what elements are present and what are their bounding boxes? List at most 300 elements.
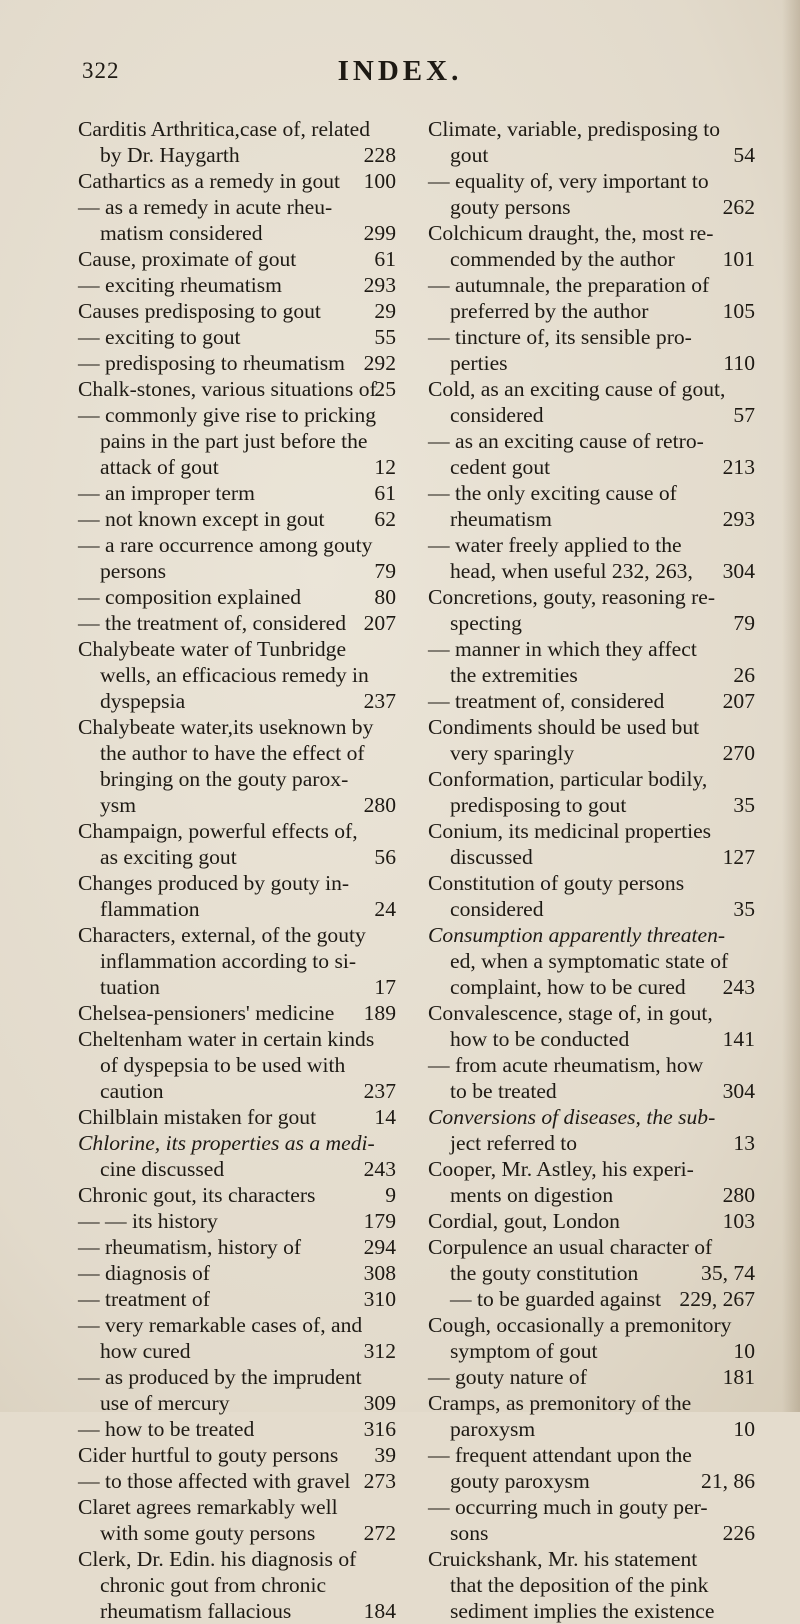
index-entry-text: Chalk-stones, various situations of — [78, 377, 377, 401]
index-entry-page: 179 — [363, 1209, 396, 1233]
index-entry-text: — how to be treated — [78, 1417, 255, 1441]
index-entry-text: sons — [450, 1521, 489, 1545]
index-entry — [428, 896, 755, 922]
index-entry-page: 61 — [374, 481, 396, 505]
index-entry-page: 10 — [733, 1339, 755, 1363]
index-entry-text: Cheltenham water in certain kinds — [78, 1027, 375, 1051]
index-entry — [428, 454, 755, 480]
index-entry-page: 127 — [722, 845, 755, 869]
index-entry — [428, 844, 755, 870]
index-entry — [428, 1416, 755, 1442]
index-entry — [78, 1130, 396, 1156]
index-entry-page: 304 — [722, 1079, 755, 1103]
index-entry — [428, 1052, 755, 1078]
index-entry — [428, 350, 755, 376]
index-entry — [78, 1000, 396, 1026]
index-entry-text: the gouty constitution — [450, 1261, 639, 1285]
index-entry-page: 26 — [733, 663, 755, 687]
index-entry-text: flammation — [100, 897, 200, 921]
index-entry-text: rheumatism — [450, 507, 552, 531]
index-entry-text: inflammation according to si- — [100, 949, 357, 973]
index-entry-text: how cured — [100, 1339, 191, 1363]
index-entry — [78, 1442, 396, 1468]
index-entry — [428, 740, 755, 766]
index-entry — [78, 168, 396, 194]
index-entry — [428, 402, 755, 428]
index-entry-page: 262 — [722, 195, 755, 219]
index-entry-text: Changes produced by gouty in- — [78, 871, 350, 895]
index-entry-text: — a rare occurrence among gouty — [78, 533, 373, 557]
index-entry-text: — occurring much in gouty per- — [428, 1495, 708, 1519]
index-entry-text: Champaign, powerful effects of, — [78, 819, 358, 843]
index-entry-page: 25 — [374, 377, 396, 401]
index-entry — [78, 1364, 396, 1390]
index-entry — [428, 1312, 755, 1338]
index-entry-page: 272 — [363, 1521, 396, 1545]
index-entry — [78, 350, 396, 376]
index-entry-text: the author to have the effect of — [100, 741, 365, 765]
index-entry-text: Chalybeate water,its useknown by — [78, 715, 374, 739]
index-entry — [428, 1364, 755, 1390]
index-entry — [78, 610, 396, 636]
index-entry-text: Corpulence an usual character of — [428, 1235, 713, 1259]
index-entry-text: perties — [450, 351, 508, 375]
index-entry-page: 243 — [722, 975, 755, 999]
index-entry-text: — to those affected with gravel — [78, 1469, 351, 1493]
index-entry-text: Chlorine, its properties as a medi- — [78, 1131, 375, 1155]
index-entry-page: 207 — [722, 689, 755, 713]
index-entry — [78, 194, 396, 220]
index-entry-text: Cough, occasionally a premonitory — [428, 1313, 732, 1337]
index-entry-page: 207 — [363, 611, 396, 635]
index-entry — [428, 376, 755, 402]
index-entry — [78, 740, 396, 766]
index-entry — [428, 532, 755, 558]
right-column — [428, 116, 755, 1624]
index-entry-text: Cold, as an exciting cause of gout, — [428, 377, 726, 401]
index-entry-page: 110 — [723, 351, 755, 375]
index-entry — [428, 428, 755, 454]
index-entry-text: — from acute rheumatism, how — [428, 1053, 704, 1077]
index-entry — [78, 1182, 396, 1208]
index-entry — [428, 1494, 755, 1520]
index-entry — [428, 298, 755, 324]
index-entry-page: 280 — [363, 793, 396, 817]
index-entry — [428, 1286, 755, 1312]
index-entry-page: 316 — [363, 1417, 396, 1441]
index-entry — [78, 272, 396, 298]
index-entry-page: 181 — [722, 1365, 755, 1389]
index-entry-page: 310 — [363, 1287, 396, 1311]
left-column — [78, 116, 396, 1624]
index-entry — [428, 714, 755, 740]
index-entry-text: Chilblain mistaken for gout — [78, 1105, 317, 1129]
index-entry-text: — equality of, very important to — [428, 169, 709, 193]
index-entry-text: caution — [100, 1079, 164, 1103]
index-entry — [78, 818, 396, 844]
index-entry-text: persons — [100, 559, 166, 583]
index-entry-text: very sparingly — [450, 741, 575, 765]
index-entry-page: 229, 267 — [679, 1287, 755, 1311]
index-entry-text: Carditis Arthritica,case of, related — [78, 117, 371, 141]
index-entry — [428, 1546, 755, 1572]
index-entry-text: Conversions of diseases, the sub- — [428, 1105, 716, 1129]
index-entry — [78, 1312, 396, 1338]
index-entry — [78, 1494, 396, 1520]
index-entry-page: 299 — [363, 221, 396, 245]
index-entry — [78, 1546, 396, 1572]
index-entry-text: of dyspepsia to be used with — [100, 1053, 346, 1077]
index-entry — [78, 220, 396, 246]
index-entry-text: — manner in which they affect — [428, 637, 697, 661]
index-entry — [78, 532, 396, 558]
index-entry-text: as exciting gout — [100, 845, 237, 869]
index-entry — [428, 636, 755, 662]
index-entry — [428, 220, 755, 246]
index-entry-text: — treatment of — [78, 1287, 210, 1311]
index-entry-text: Climate, variable, predisposing to — [428, 117, 721, 141]
index-entry — [78, 1026, 396, 1052]
index-entry — [78, 298, 396, 324]
index-entry — [78, 246, 396, 272]
index-entry-page: 226 — [722, 1521, 755, 1545]
index-entry-text: gouty paroxysm — [450, 1469, 590, 1493]
index-entry-text: — treatment of, considered — [428, 689, 665, 713]
index-entry — [428, 1572, 755, 1598]
index-entry — [78, 584, 396, 610]
index-entry-text: Chelsea-pensioners' medicine — [78, 1001, 335, 1025]
index-entry-text: — very remarkable cases of, and — [78, 1313, 363, 1337]
index-entry — [78, 1208, 396, 1234]
index-entry — [78, 870, 396, 896]
index-entry-page: 270 — [722, 741, 755, 765]
index-entry — [78, 454, 396, 480]
index-entry-text: to be treated — [450, 1079, 557, 1103]
page-number: 322 — [82, 58, 120, 83]
index-entry — [428, 662, 755, 688]
index-entry — [78, 1572, 396, 1598]
index-entry-text: attack of gout — [100, 455, 219, 479]
index-entry — [428, 922, 755, 948]
index-entry-page: 57 — [733, 403, 755, 427]
index-entry-text: pains in the part just before the — [100, 429, 368, 453]
index-entry-text: — not known except in gout — [78, 507, 325, 531]
index-entry — [428, 168, 755, 194]
index-entry — [428, 1234, 755, 1260]
index-entry-text: cine discussed — [100, 1157, 225, 1181]
index-entry-page: 304 — [722, 559, 755, 583]
index-entry-text: — composition explained — [78, 585, 302, 609]
index-entry-page: 141 — [722, 1027, 755, 1051]
index-entry-text: — as produced by the imprudent — [78, 1365, 362, 1389]
index-entry-text: — tincture of, its sensible pro- — [428, 325, 692, 349]
index-entry — [78, 688, 396, 714]
index-entry — [428, 142, 755, 168]
index-entry-page: 79 — [733, 611, 755, 635]
index-entry — [78, 792, 396, 818]
index-entry — [78, 1598, 396, 1624]
index-entry-page: 79 — [374, 559, 396, 583]
index-entry — [78, 1104, 396, 1130]
index-entry-text: — gouty nature of — [428, 1365, 587, 1389]
index-entry — [78, 662, 396, 688]
index-entry-text: Cause, proximate of gout — [78, 247, 297, 271]
index-entry — [78, 636, 396, 662]
index-entry-text: chronic gout from chronic — [100, 1573, 327, 1597]
index-entry — [78, 844, 396, 870]
index-entry-text: rheumatism fallacious — [100, 1599, 292, 1623]
index-entry-text: Colchicum draught, the, most re- — [428, 221, 714, 245]
index-entry-page: 243 — [363, 1157, 396, 1181]
index-entry-page: 10 — [733, 1417, 755, 1441]
index-entry-page: 35, 74 — [701, 1261, 755, 1285]
index-entry-text: Characters, external, of the gouty — [78, 923, 366, 947]
index-entry-text: — as an exciting cause of retro- — [428, 429, 704, 453]
index-entry — [428, 610, 755, 636]
index-entry — [78, 1468, 396, 1494]
index-entry-text: specting — [450, 611, 522, 635]
index-entry-text: — predisposing to rheumatism — [78, 351, 345, 375]
index-entry — [428, 246, 755, 272]
index-entry — [428, 1104, 755, 1130]
index-entry-text: Claret agrees remarkably well — [78, 1495, 338, 1519]
index-entry-page: 237 — [363, 689, 396, 713]
index-entry — [428, 506, 755, 532]
index-entry-text: Cordial, gout, London — [428, 1209, 620, 1233]
index-entry-text: use of mercury — [100, 1391, 230, 1415]
index-entry-page: 309 — [363, 1391, 396, 1415]
index-entry — [78, 922, 396, 948]
index-entry — [78, 974, 396, 1000]
index-entry — [78, 1078, 396, 1104]
index-entry-text: — commonly give rise to pricking — [78, 403, 377, 427]
index-entry-text: matism considered — [100, 221, 263, 245]
index-entry-text: Condiments should be used but — [428, 715, 700, 739]
index-entry-text: complaint, how to be cured — [450, 975, 686, 999]
index-entry-page: 228 — [363, 143, 396, 167]
index-entry-text: — to be guarded against — [450, 1287, 662, 1311]
index-entry-page: 293 — [363, 273, 396, 297]
index-entry-page: 54 — [733, 143, 755, 167]
index-entry-text: Chronic gout, its characters — [78, 1183, 316, 1207]
index-entry-page: 12 — [374, 455, 396, 479]
index-entry-text: — the treatment of, considered — [78, 611, 347, 635]
index-entry-page: 55 — [374, 325, 396, 349]
index-entry-page: 21, 86 — [701, 1469, 755, 1493]
index-entry-text: bringing on the gouty parox- — [100, 767, 349, 791]
index-entry — [428, 688, 755, 714]
index-entry — [428, 324, 755, 350]
index-entry — [428, 272, 755, 298]
index-entry-page: 61 — [374, 247, 396, 271]
index-entry — [78, 1416, 396, 1442]
index-entry — [78, 506, 396, 532]
index-entry-text: predisposing to gout — [450, 793, 627, 817]
index-entry-text: considered — [450, 897, 544, 921]
index-entry — [78, 896, 396, 922]
index-entry — [78, 1520, 396, 1546]
index-entry-page: 273 — [363, 1469, 396, 1493]
index-entry — [428, 1208, 755, 1234]
index-entry-page: 101 — [722, 247, 755, 271]
index-entry-text: — exciting to gout — [78, 325, 241, 349]
index-entry-page: 100 — [363, 169, 396, 193]
index-entry-page: 56 — [374, 845, 396, 869]
index-entry-page: 29 — [374, 299, 396, 323]
page-edge-shadow — [782, 0, 800, 1412]
index-entry-text: Clerk, Dr. Edin. his diagnosis of — [78, 1547, 357, 1571]
index-entry — [78, 1156, 396, 1182]
index-entry — [428, 480, 755, 506]
index-entry-text: Chalybeate water of Tunbridge — [78, 637, 347, 661]
index-entry-text: ed, when a symptomatic state of — [450, 949, 729, 973]
index-entry — [78, 402, 396, 428]
page-title: INDEX. — [337, 55, 463, 87]
index-entry — [428, 792, 755, 818]
index-entry-text: — as a remedy in acute rheu- — [78, 195, 333, 219]
index-entry-text: — diagnosis of — [78, 1261, 210, 1285]
index-entry — [428, 1338, 755, 1364]
index-entry-text: Cruickshank, Mr. his statement — [428, 1547, 698, 1571]
index-entry — [428, 558, 755, 584]
index-entry-text: how to be conducted — [450, 1027, 630, 1051]
index-entry-text: — the only exciting cause of — [428, 481, 677, 505]
index-entry-text: symptom of gout — [450, 1339, 598, 1363]
index-entry-text: — water freely applied to the — [428, 533, 682, 557]
index-entry-text: discussed — [450, 845, 533, 869]
index-entry — [78, 1052, 396, 1078]
index-entry — [78, 1390, 396, 1416]
index-entry-page: 237 — [363, 1079, 396, 1103]
index-entry-page: 17 — [374, 975, 396, 999]
index-entry — [78, 766, 396, 792]
index-entry — [428, 870, 755, 896]
index-entry-text: ject referred to — [450, 1131, 578, 1155]
index-entry — [78, 116, 396, 142]
index-entry-text: that the deposition of the pink — [450, 1573, 709, 1597]
index-entry-page: 189 — [363, 1001, 396, 1025]
index-entry — [428, 1390, 755, 1416]
index-entry-text: commended by the author — [450, 247, 675, 271]
index-entry-text: Consumption apparently threaten- — [428, 923, 726, 947]
index-entry-text: head, when useful 232, 263, — [450, 559, 693, 583]
index-entry — [428, 1520, 755, 1546]
index-entry-text: ysm — [100, 793, 136, 817]
index-entry — [78, 714, 396, 740]
index-entry-text: Cooper, Mr. Astley, his experi- — [428, 1157, 694, 1181]
index-entry-text: with some gouty persons — [100, 1521, 316, 1545]
index-entry-page: 24 — [374, 897, 396, 921]
index-entry-text: Convalescence, stage of, in gout, — [428, 1001, 713, 1025]
index-entry-page: 62 — [374, 507, 396, 531]
index-entry — [428, 1442, 755, 1468]
index-entry-page: 184 — [363, 1599, 396, 1623]
index-entry-page: 35 — [733, 793, 755, 817]
index-entry-text: Conium, its medicinal properties — [428, 819, 712, 843]
index-entry — [428, 1468, 755, 1494]
index-entry — [428, 116, 755, 142]
index-entry — [428, 818, 755, 844]
index-entry — [428, 1260, 755, 1286]
index-entry — [428, 1156, 755, 1182]
index-entry — [78, 480, 396, 506]
index-entry-text: — rheumatism, history of — [78, 1235, 302, 1259]
index-entry-text: — exciting rheumatism — [78, 273, 282, 297]
index-entry-text: gouty persons — [450, 195, 571, 219]
index-entry-text: — frequent attendant upon the — [428, 1443, 692, 1467]
index-entry — [428, 1078, 755, 1104]
index-entry-text: the extremities — [450, 663, 578, 687]
index-entry-text: — an improper term — [78, 481, 255, 505]
index-entry-text: wells, an efficacious remedy in — [100, 663, 369, 687]
index-entry-page: 308 — [363, 1261, 396, 1285]
index-entry-text: Constitution of gouty persons — [428, 871, 685, 895]
index-entry-page: 105 — [722, 299, 755, 323]
index-entry — [428, 1182, 755, 1208]
index-entry-text: — autumnale, the preparation of — [428, 273, 710, 297]
index-entry-page: 35 — [733, 897, 755, 921]
index-entry-page: 213 — [722, 455, 755, 479]
index-entry-text: Concretions, gouty, reasoning re- — [428, 585, 716, 609]
index-entry — [78, 1338, 396, 1364]
index-entry — [78, 376, 396, 402]
index-entry — [78, 428, 396, 454]
index-entry — [428, 584, 755, 610]
index-entry — [78, 558, 396, 584]
index-entry-page: 312 — [363, 1339, 396, 1363]
index-entry-page: 13 — [733, 1131, 755, 1155]
index-entry-text: sediment implies the existence — [450, 1599, 715, 1623]
index-entry-page: 280 — [722, 1183, 755, 1207]
index-entry-page: 9 — [385, 1183, 396, 1207]
index-entry-page: 39 — [374, 1443, 396, 1467]
index-entry-text: Cramps, as premonitory of the — [428, 1391, 692, 1415]
index-entry-page: 14 — [374, 1105, 396, 1129]
index-entry — [428, 948, 755, 974]
index-entry — [428, 194, 755, 220]
index-entry-text: tuation — [100, 975, 160, 999]
index-entry — [428, 1026, 755, 1052]
index-entry-page: 292 — [363, 351, 396, 375]
index-entry — [428, 1130, 755, 1156]
index-entry-text: paroxysm — [450, 1417, 536, 1441]
index-entry — [428, 1598, 755, 1624]
index-entry-page: 294 — [363, 1235, 396, 1259]
index-entry — [78, 948, 396, 974]
index-entry-text: gout — [450, 143, 489, 167]
index-entry-text: considered — [450, 403, 544, 427]
index-entry — [78, 1260, 396, 1286]
index-entry-page: 293 — [722, 507, 755, 531]
index-entry-text: cedent gout — [450, 455, 551, 479]
index-entry-text: preferred by the author — [450, 299, 649, 323]
index-entry-text: Cathartics as a remedy in gout — [78, 169, 341, 193]
index-entry-text: ments on digestion — [450, 1183, 614, 1207]
index-entry-text: by Dr. Haygarth — [100, 143, 240, 167]
index-entry-text: Causes predisposing to gout — [78, 299, 321, 323]
index-entry-page: 80 — [374, 585, 396, 609]
index-entry-text: Conformation, particular bodily, — [428, 767, 708, 791]
index-entry — [428, 1000, 755, 1026]
index-entry-text: — — its history — [78, 1209, 218, 1233]
index-entry — [78, 1286, 396, 1312]
index-entry-page: 103 — [722, 1209, 755, 1233]
index-entry — [78, 142, 396, 168]
index-entry — [78, 1234, 396, 1260]
index-entry-text: dyspepsia — [100, 689, 186, 713]
index-entry — [78, 324, 396, 350]
index-entry — [428, 766, 755, 792]
